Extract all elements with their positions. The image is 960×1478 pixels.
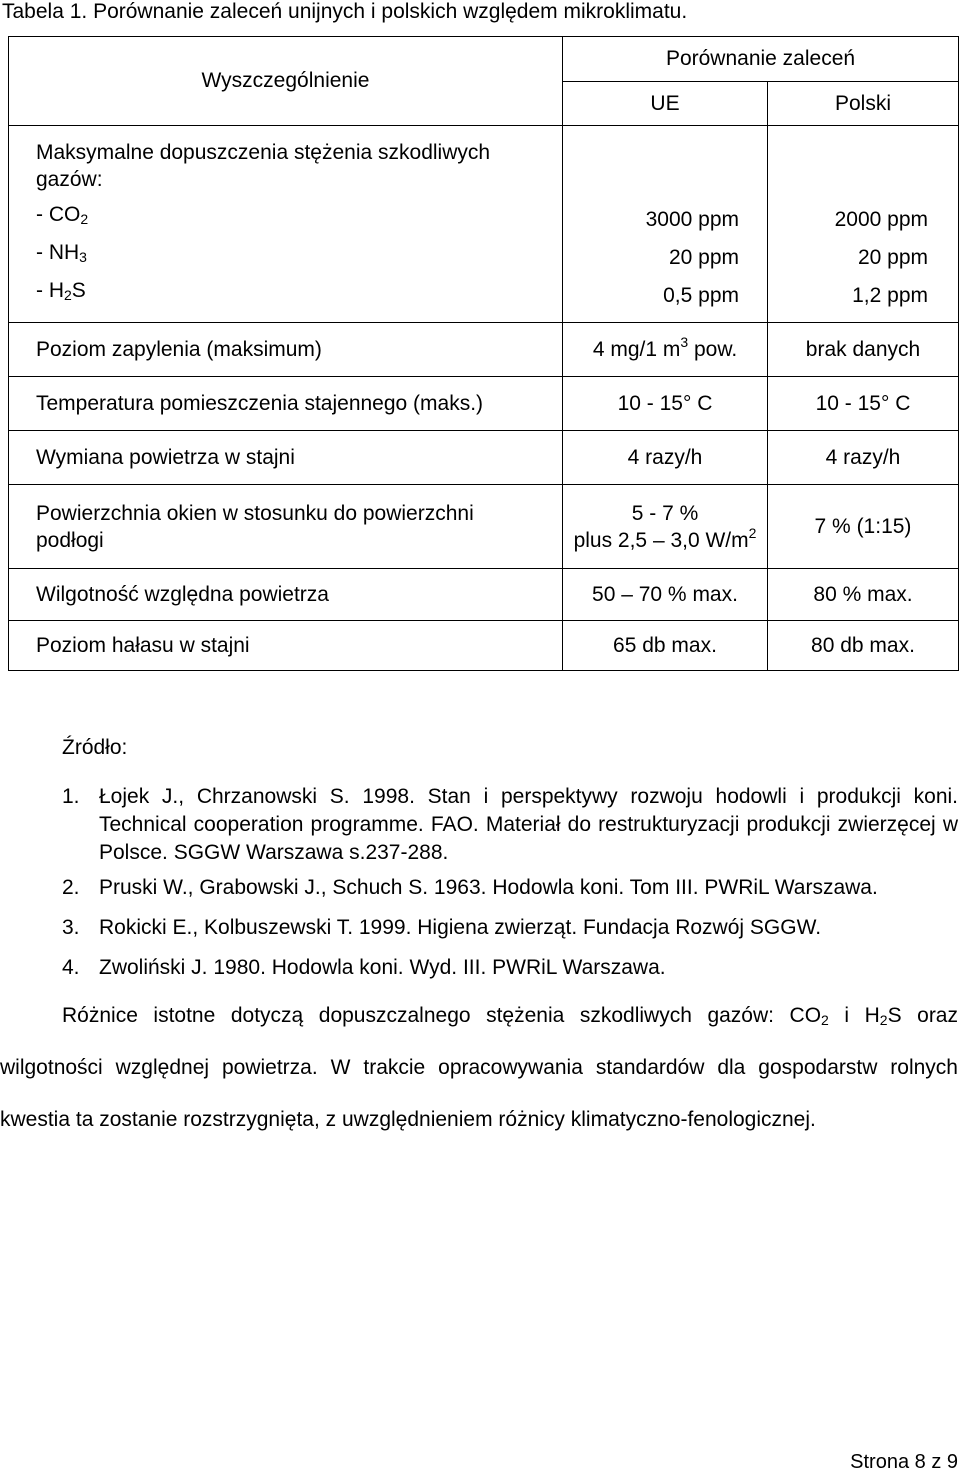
gases-label-line1: Maksymalne dopuszczenia stężenia szkodliwych — [36, 140, 491, 164]
header-comparison-group: Porównanie zaleceń — [563, 37, 959, 82]
source-item-1: 1. Łojek J., Chrzanowski S. 1998. Stan i perspektywy rozwoju hodowli i produkcji koni. Technical cooperation programme. FAO. Materiał do restrukturyzacji produkcji zwierzęcej w Polsce. SGGW Warszawa s.237-288. — [62, 785, 958, 864]
comparison-table — [8, 36, 959, 671]
table-row-dust — [9, 323, 959, 377]
temperature-pl-value: 10 - 15° C — [768, 377, 959, 431]
air-exchange-pl-value: 4 razy/h — [768, 431, 959, 485]
table-row-windows — [9, 485, 959, 569]
gases-label-line2: gazów: — [36, 167, 103, 191]
header-ue: UE — [563, 82, 768, 126]
nh3-pl-value: 20 ppm — [857, 246, 928, 269]
nh3-ue-value: 20 ppm — [668, 246, 739, 269]
temperature-label: Temperatura pomieszczenia stajennego (maks.) — [9, 377, 563, 431]
table-row-noise — [9, 621, 959, 671]
h2s-pl-value: 1,2 ppm — [852, 284, 928, 307]
table-caption: Tabela 1. Porównanie zaleceń unijnych i polskich względem mikroklimatu. — [2, 0, 688, 23]
source-item-2: 2. Pruski W., Grabowski J., Schuch S. 1963. Hodowla koni. Tom III. PWRiL Warszawa. — [62, 876, 878, 899]
header-pl: Polski — [768, 82, 959, 126]
summary-paragraph: Różnice istotne dotyczą dopuszczalnego stężenia szkodliwych gazów: $CO_2$ i $H_2S$ oraz wilgotności względnej powietrza. W trakcie opracowywania standardów dla gospodarstw rolnych kwestia ta zostanie rozstrzygnięta, z uwzględnieniem różnicy klimatyczno-fenologicznej. — [0, 1004, 958, 1131]
co2-label: - $CO_2$ — [36, 202, 89, 227]
air-exchange-ue-value: 4 razy/h — [563, 431, 768, 485]
table-row-air-exchange — [9, 431, 959, 485]
page-number: Strona 8 z 9 — [850, 1451, 958, 1473]
header-specification: Wyszczególnienie — [9, 37, 563, 126]
h2s-label: - $H_2S$ — [36, 278, 86, 303]
windows-label: Powierzchnia okien w stosunku do powierzchni podłogi — [9, 485, 563, 569]
dust-ue-value: 4 mg/1 $m^3$ pow. — [563, 323, 768, 377]
air-exchange-label: Wymiana powietrza w stajni — [9, 431, 563, 485]
co2-pl-value: 2000 ppm — [834, 208, 928, 231]
noise-ue-value: 65 db max. — [563, 621, 768, 671]
gases-label-cell — [9, 126, 563, 323]
gases-ue-cell — [563, 126, 768, 323]
table-row-gases — [9, 126, 959, 323]
co2-ue-value: 3000 ppm — [645, 208, 739, 231]
nh3-label: - $NH_3$ — [36, 240, 87, 265]
windows-ue-value: 5 - 7 % plus 2,5 – 3,0 $W/m^2$ — [563, 485, 768, 569]
h2s-ue-value: 0,5 ppm — [663, 284, 739, 307]
dust-pl-value: brak danych — [768, 323, 959, 377]
sources-title: Źródło: — [62, 736, 128, 759]
humidity-ue-value: 50 – 70 % max. — [563, 569, 768, 621]
noise-pl-value: 80 db max. — [768, 621, 959, 671]
table-row-temperature — [9, 377, 959, 431]
temperature-ue-value: 10 - 15° C — [563, 377, 768, 431]
noise-label: Poziom hałasu w stajni — [9, 621, 563, 671]
source-item-4: 4. Zwoliński J. 1980. Hodowla koni. Wyd. III. PWRiL Warszawa. — [62, 956, 666, 979]
windows-pl-value: 7 % (1:15) — [768, 485, 959, 569]
dust-label: Poziom zapylenia (maksimum) — [9, 323, 563, 377]
source-item-3: 3. Rokicki E., Kolbuszewski T. 1999. Higiena zwierząt. Fundacja Rozwój SGGW. — [62, 916, 822, 939]
table-row-humidity — [9, 569, 959, 621]
humidity-pl-value: 80 % max. — [768, 569, 959, 621]
humidity-label: Wilgotność względna powietrza — [9, 569, 563, 621]
gases-pl-cell — [768, 126, 959, 323]
